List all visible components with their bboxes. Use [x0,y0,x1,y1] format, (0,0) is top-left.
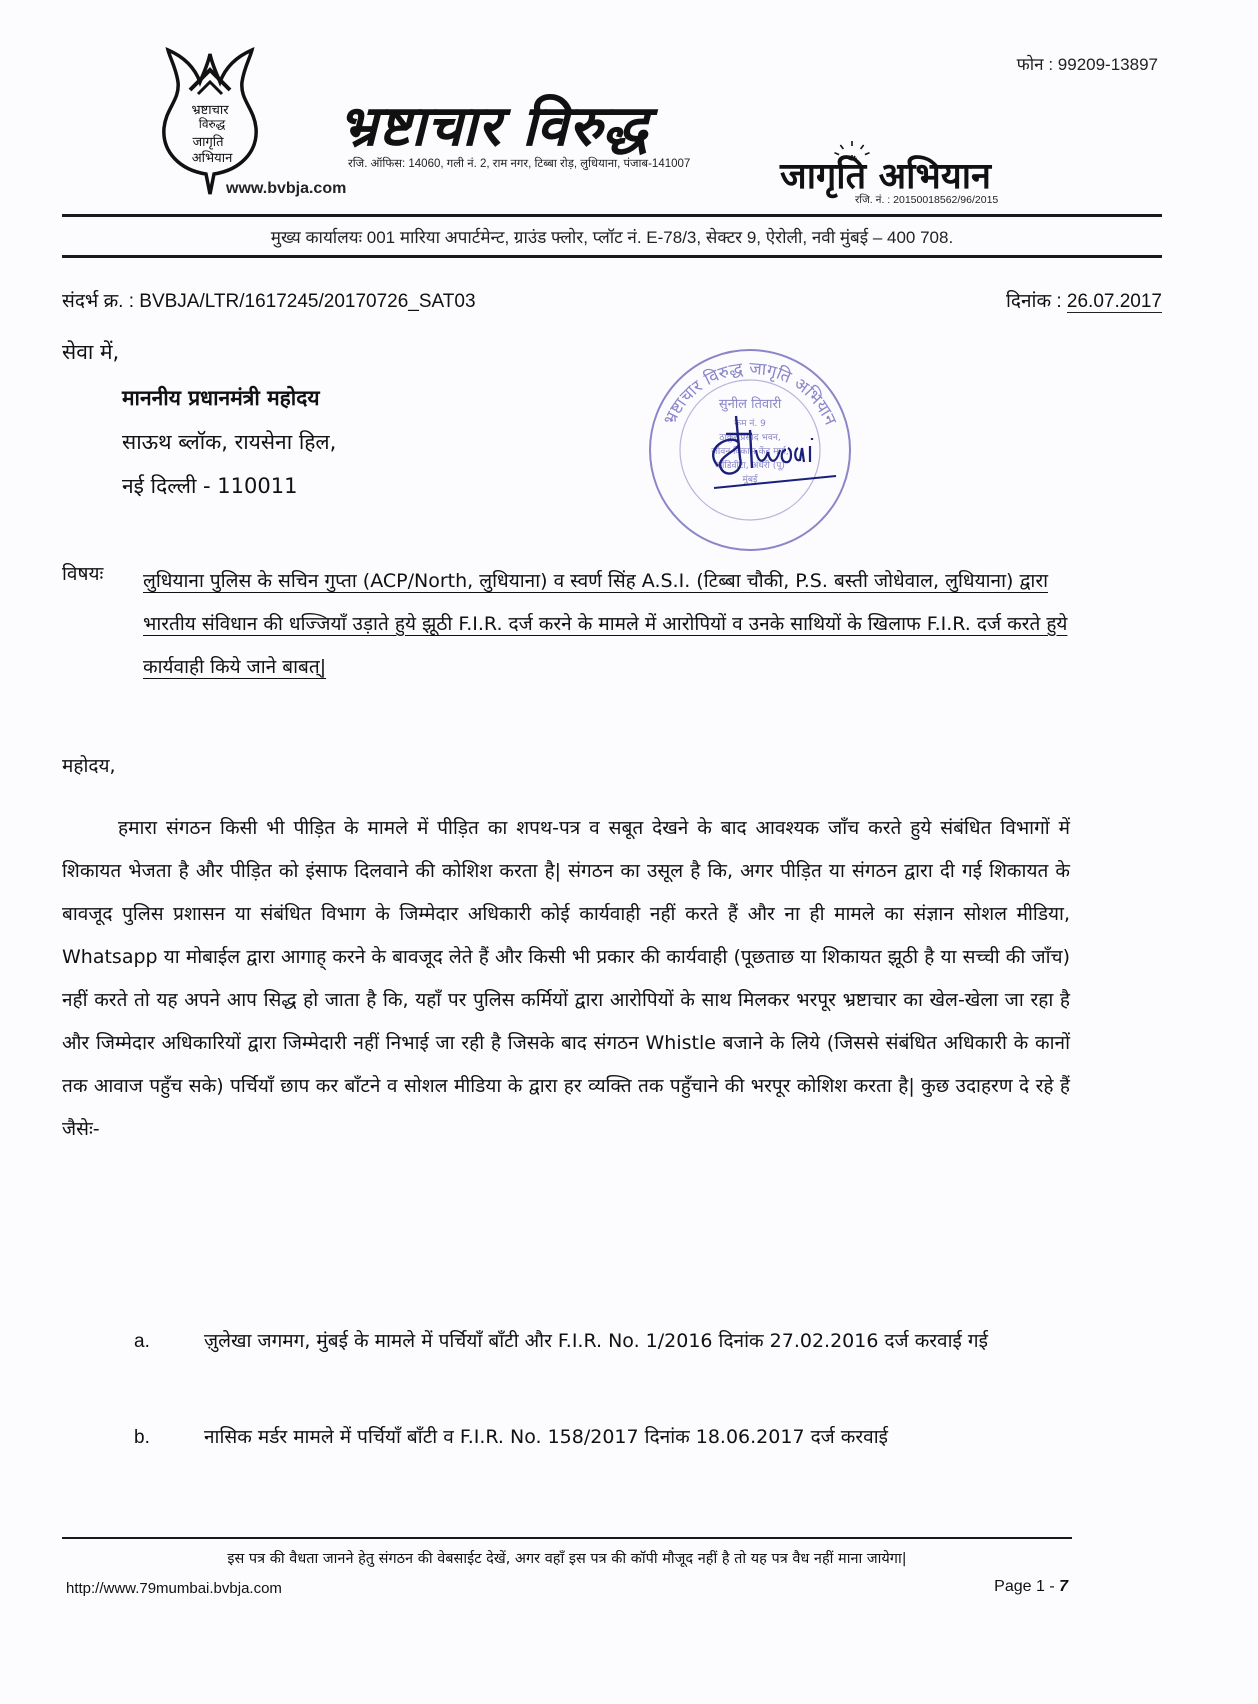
stamp-line: कोंडिवीटा, अंधेरी (पू) [715,461,785,471]
list-marker: a. [134,1331,150,1352]
list-item-text: नासिक मर्डर मामले में पर्चियाँ बाँटी व F.I.R. No. 158/2017 दिनांक 18.06.2017 दर्ज करवाई [204,1426,888,1448]
body-paragraph: हमारा संगठन किसी भी पीड़ित के मामले में पीड़ित का शपथ-पत्र व सबूत देखने के बाद आवश्यक जाँच करते हुये संबंधित विभागों में शिकायत भेजता है और पीड़ित को इंसाफ दिलवाने की कोशिश करता है| संगठन का उसूल है कि, अगर पीड़ित या संगठन द्वारा दी गई शिकायत के बावजूद पुलिस प्रशासन या संबंधित विभाग के जिम्मेदार अधिकारी कोई कार्यवाही नहीं करते हैं और ना ही मामले का संज्ञान सोशल मीडिया, Whatsapp या मोबाईल द्वारा आगाह् करने के बावजूद लेते हैं और किसी भी प्रकार की कार्यवाही (पूछताछ या शिकायत झूठी है या सच्ची की जाँच) नहीं करते तो यह अपने आप सिद्ध हो जाता है कि, यहाँ पर पुलिस कर्मियों द्वारा आरोपियों के साथ मिलकर भरपूर भ्रष्टाचार का खेल-खेला जा रहा है और जिम्मेदार अधिकारियों द्वारा जिम्मेदारी नहीं निभाई जा रही है जिसके बाद संगठन Whistle बजाने के लिये (जिससे संबंधित अधिकारी के कानों तक आवाज पहुँच सके) पर्चियाँ छाप कर बाँटने व सोशल मीडिया के द्वारा हर व्यक्ति तक पहुँचाने की भरपूर कोशिश करता है| कुछ उदाहरण दे रहे हैं जैसेः- [62,817,1070,1140]
logo-text-3: जागृति [192,135,224,150]
date-value: 26.07.2017 [1066,291,1162,312]
official-stamp [640,338,860,558]
stamp-ring-text: भ्रष्टाचार विरुद्ध जागृति अभियान [659,358,841,429]
list-item [134,1320,1074,1363]
list-item-text: ज़ुलेखा जगमग, मुंबई के मामले में पर्चियाँ बाँटी और F.I.R. No. 1/2016 दिनांक 27.02.2016 दर्ज करवाई गई [204,1330,988,1352]
registered-office-address: रजि. ऑफिस: 14060, गली नं. 2, राम नगर, टिब्बा रोड़, लुधियाना, पंजाब-141007 [348,158,691,170]
logo-text-4: अभियान [191,151,233,166]
stamp-name: सुनील तिवारी [718,397,782,412]
subject-text: लुधियाना पुलिस के सचिन गुप्ता (ACP/North, लुधियाना) व स्वर्ण सिंह A.S.I. (टिब्बा चौकी, P.S. बस्ती जोधेवाल, लुधियाना) द्वारा भारतीय संविधान की धज्जियाँ उड़ाते हुये झूठी F.I.R. दर्ज करने के मामले में आरोपियों व उनके साथियों के खिलाफ F.I.R. दर्ज करते हुये कार्यवाही किये जाने बाबत्| [143,570,1068,678]
letter-date [1006,287,1162,313]
footer-divider [62,1537,1072,1539]
footer-website-link[interactable]: http://www.79mumbai.bvbja.com [66,1580,282,1597]
stamp-line: जीवन विकास केंद्र मार्ग, [711,447,789,457]
phone-number: फोन : 99209-13897 [1016,55,1158,74]
header-divider-top [62,214,1162,217]
addressee-title: माननीय प्रधानमंत्री महोदय [122,386,320,410]
addressee-city-line: नई दिल्ली - 110011 [122,474,298,498]
organization-subtitle: जागृति अभियान [780,155,992,197]
organization-logo [150,42,270,202]
date-label: दिनांक : [1006,291,1067,312]
list-marker: b. [134,1427,150,1448]
page-total: 7 [1059,1578,1068,1595]
website-link[interactable]: www.bvbja.com [226,180,347,197]
stamp-line: मुंबई [742,475,758,485]
salutation: महोदय, [62,755,116,777]
head-office-address: मुख्य कार्यालयः 001 मारिया अपार्टमेन्ट, ग्राउंड फ्लोर, प्लॉट नं. E-78/3, सेक्टर 9, ऐरोली, नवी मुंबई – 400 708. [270,228,954,247]
reference-number: संदर्भ क्र. : BVBJA/LTR/1617245/20170726_SAT03 [62,291,476,312]
subject-label: विषयः [62,563,104,585]
footer-validity-note: इस पत्र की वैधता जानने हेतु संगठन की वेबसाईट देखें, अगर वहाँ इस पत्र की कॉपी मौजूद नहीं है तो यह पत्र वैध नहीं माना जायेगा| [227,1551,907,1567]
addressee-greeting: सेवा में, [62,340,120,364]
page-number [994,1578,1068,1596]
logo-text-2: विरुद्ध [198,117,226,131]
logo-text-1: भ्रष्टाचार [191,103,229,118]
addressee-address-line: साऊथ ब्लॉक, रायसेना हिल, [122,430,337,454]
stamp-line: ठाकुर प्रसाद भवन, [719,433,781,443]
list-item [134,1416,1074,1459]
page-prefix: Page 1 - [994,1578,1060,1595]
header-divider-bottom [62,255,1162,258]
registration-number: रजि. नं. : 20150018562/96/2015 [855,194,999,206]
organization-title: भ्रष्टाचार विरुद्ध [338,93,649,159]
stamp-line: रूम नं. 9 [734,419,766,429]
